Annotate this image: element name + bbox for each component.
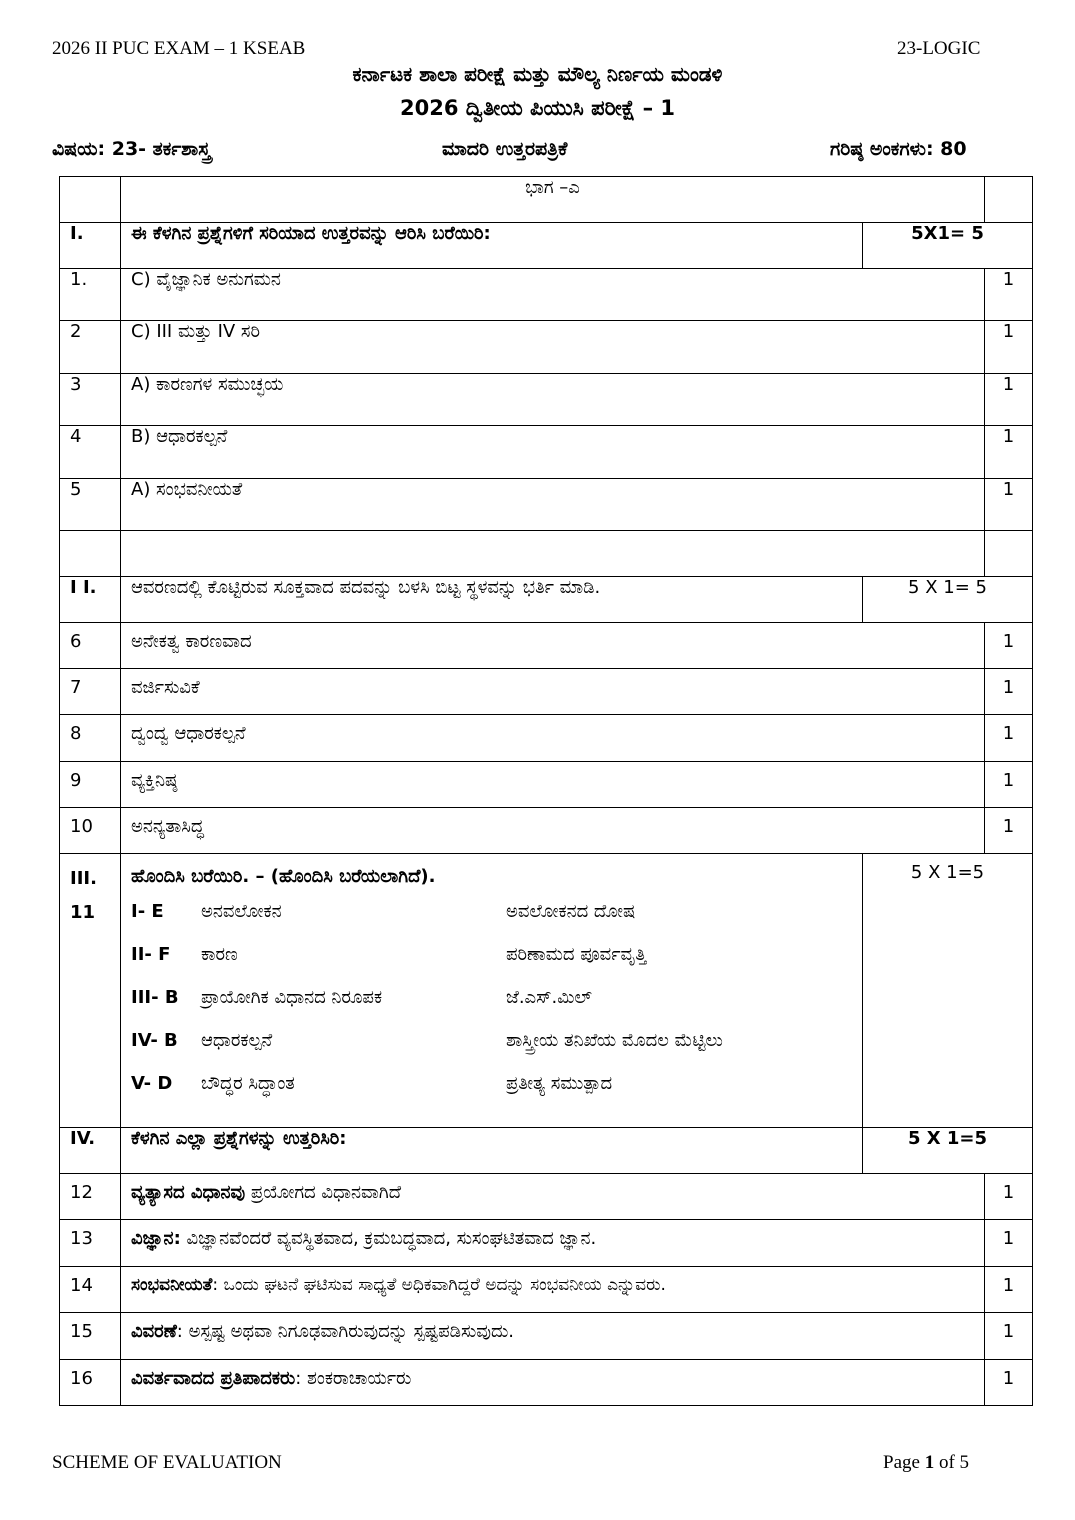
table-row: [60, 1360, 1033, 1406]
answer-mark: 1: [985, 269, 1033, 321]
subject-label: ವಿಷಯ: 23- ತರ್ಕಶಾಸ್ತ್ರ: [52, 138, 211, 160]
header-exam-label: 2026 II PUC EXAM – 1 KSEAB: [52, 38, 306, 59]
question-number: 12: [60, 1174, 121, 1220]
answer-mark: 1: [985, 715, 1033, 762]
section-number: IV.: [60, 1128, 121, 1174]
header-subject-code: 23-LOGIC: [897, 38, 981, 59]
question-number: 9: [60, 762, 121, 808]
doc-type-label: ಮಾದರಿ ಉತ್ತರಪತ್ರಿಕೆ: [442, 138, 568, 160]
match-right: ಜೆ.ಎಸ್.ಮಿಲ್: [506, 987, 592, 1008]
answer-text: : ಶಂಕರಾಚಾರ್ಯರು: [295, 1368, 412, 1389]
answer-term: ಸಂಭವನೀಯತೆ: [131, 1275, 213, 1295]
match-left: ಪ್ರಾಯೋಗಿಕ ವಿಧಾನದ ನಿರೂಪಕ: [201, 987, 383, 1008]
match-left: ಆಧಾರಕಲ್ಪನೆ: [201, 1030, 273, 1051]
answer-text: C) ವೈಜ್ಞಾನಿಕ ಅನುಗಮನ: [121, 269, 985, 321]
answer-term: ವ್ಯತ್ಯಾಸದ ವಿಧಾನವು: [131, 1182, 246, 1203]
table-row: [60, 762, 1033, 808]
section-instruction: ಹೊಂದಿಸಿ ಬರೆಯಿರಿ. – (ಹೊಂದಿಸಿ ಬರೆಯಲಾಗಿದೆ).: [131, 866, 436, 887]
table-row: [60, 1313, 1033, 1360]
answer-mark: 1: [985, 1360, 1033, 1406]
answer-text: ಅನೇಕತ್ವ ಕಾರಣವಾದ: [121, 623, 985, 669]
question-number: 11: [70, 902, 96, 923]
answer-text: B) ಆಧಾರಕಲ್ಪನೆ: [121, 426, 985, 479]
page-suffix: of 5: [934, 1452, 970, 1473]
section-header-row: [60, 1128, 1033, 1174]
answer-text: : ಅಸ್ಪಷ್ಟ ಅಥವಾ ನಿಗೂಢವಾಗಿರುವುದನ್ನು ಸ್ಪಷ್ಟಪಡಿಸುವುದು.: [176, 1321, 515, 1342]
page-number: [883, 1452, 969, 1474]
match-key: IV- B: [131, 1030, 178, 1051]
match-left: ಕಾರಣ: [201, 944, 238, 965]
match-pair: [131, 936, 852, 973]
question-number: 6: [60, 623, 121, 669]
table-row: [60, 321, 1033, 374]
match-left: ಬೌದ್ಧರ ಸಿದ್ಧಾಂತ: [201, 1073, 295, 1094]
question-number: 1.: [60, 269, 121, 321]
question-number: 16: [60, 1360, 121, 1406]
match-right: ಪ್ರತೀತ್ಯ ಸಮುತ್ಪಾದ: [506, 1073, 613, 1094]
table-row: [60, 1220, 1033, 1267]
table-row: [60, 669, 1033, 715]
answer-text: : ಒಂದು ಘಟನೆ ಘಟಿಸುವ ಸಾಧ್ಯತೆ ಅಧಿಕವಾಗಿದ್ದರೆ ಅದನ್ನು ಸಂಭವನೀಯ ಎನ್ನುವರು.: [212, 1275, 666, 1295]
part-title: ಭಾಗ –ಎ: [121, 177, 985, 223]
match-right: ಶಾಸ್ತ್ರೀಯ ತನಿಖೆಯ ಮೊದಲ ಮೆಟ್ಟಿಲು: [506, 1030, 723, 1051]
section-marks: 5 X 1= 5: [863, 577, 1033, 623]
section-number: I.: [60, 223, 121, 269]
section-marks: 5X1= 5: [863, 223, 1033, 269]
answer-text: ದ್ವಂದ್ವ ಆಧಾರಕಲ್ಪನೆ: [121, 715, 985, 762]
match-right: ಪರಿಣಾಮದ ಪೂರ್ವವೃತ್ತಿ: [506, 944, 647, 965]
section-header-row: [60, 223, 1033, 269]
answer-mark: 1: [985, 426, 1033, 479]
section-number: I I.: [60, 577, 121, 623]
question-number: 4: [60, 426, 121, 479]
match-pair: [131, 1065, 852, 1102]
answer-term: ವಿಜ್ಞಾನ:: [131, 1228, 181, 1249]
question-number: 7: [60, 669, 121, 715]
match-key: III- B: [131, 987, 179, 1008]
answer-mark: 1: [985, 623, 1033, 669]
answer-mark: 1: [985, 762, 1033, 808]
answer-mark: 1: [985, 1220, 1033, 1267]
answer-term: ವಿವರ್ತವಾದದ ಪ್ರತಿಪಾದಕರು: [131, 1368, 296, 1389]
match-section-row: [60, 854, 1033, 1128]
table-row: [60, 715, 1033, 762]
answer-text: C) III ಮತ್ತು IV ಸರಿ: [121, 321, 985, 374]
answer-mark: 1: [985, 1174, 1033, 1220]
answer-term: ವಿವರಣೆ: [131, 1321, 177, 1342]
question-number: 10: [60, 808, 121, 854]
section-instruction: ಈ ಕೆಳಗಿನ ಪ್ರಶ್ನೆಗಳಿಗೆ ಸರಿಯಾದ ಉತ್ತರವನ್ನು ಆರಿಸಿ ಬರೆಯಿರಿ:: [121, 223, 863, 269]
subject-row: [52, 138, 1012, 160]
match-key: V- D: [131, 1073, 173, 1094]
answer-mark: 1: [985, 1313, 1033, 1360]
answer-mark: 1: [985, 321, 1033, 374]
section-instruction: ಕೆಳಗಿನ ಎಲ್ಲಾ ಪ್ರಶ್ನೆಗಳನ್ನು ಉತ್ತರಿಸಿರಿ:: [121, 1128, 863, 1174]
table-row: [60, 623, 1033, 669]
question-number: 14: [60, 1267, 121, 1313]
table-row: [60, 1174, 1033, 1220]
match-key: II- F: [131, 944, 171, 965]
answer-text: ವ್ಯಕ್ತಿನಿಷ್ಠ: [121, 762, 985, 808]
exam-title: 2026 ದ್ವಿತೀಯ ಪಿಯುಸಿ ಪರೀಕ್ಷೆ – 1: [399, 96, 676, 120]
answer-text: ವಿಜ್ಞಾನವೆಂದರೆ ವ್ಯವಸ್ಥಿತವಾದ, ಕ್ರಮಬದ್ಧವಾದ, ಸುಸಂಘಟಿತವಾದ ಜ್ಞಾನ.: [180, 1228, 597, 1249]
max-marks-label: ಗರಿಷ್ಠ ಅಂಕಗಳು: 80: [830, 138, 967, 160]
answer-text: ಪ್ರಯೋಗದ ವಿಧಾನವಾಗಿದೆ: [245, 1182, 402, 1203]
page-current: 1: [924, 1452, 935, 1473]
match-key: I- E: [131, 901, 164, 922]
page-prefix: Page: [883, 1452, 925, 1473]
match-pair: [131, 1022, 852, 1059]
table-row: [60, 1267, 1033, 1313]
answer-mark: 1: [985, 808, 1033, 854]
spacer-row: [60, 531, 1033, 577]
answer-mark: 1: [985, 669, 1033, 715]
answer-text: ವರ್ಜಿಸುವಿಕೆ: [121, 669, 985, 715]
table-row: [60, 269, 1033, 321]
question-number: 5: [60, 479, 121, 531]
question-number: 3: [60, 374, 121, 426]
section-header-row: [60, 577, 1033, 623]
answer-text: A) ಕಾರಣಗಳ ಸಮುಚ್ಛಯ: [121, 374, 985, 426]
section-marks: 5 X 1=5: [863, 1128, 1033, 1174]
table-row: [60, 426, 1033, 479]
answer-text: A) ಸಂಭವನೀಯತೆ: [121, 479, 985, 531]
question-number: 2: [60, 321, 121, 374]
section-instruction: ಆವರಣದಲ್ಲಿ ಕೊಟ್ಟಿರುವ ಸೂಕ್ತವಾದ ಪದವನ್ನು ಬಳಸಿ ಬಿಟ್ಟ ಸ್ಥಳವನ್ನು ಭರ್ತಿ ಮಾಡಿ.: [121, 577, 863, 623]
footer-title: SCHEME OF EVALUATION: [52, 1452, 282, 1473]
board-title: ಕರ್ನಾಟಕ ಶಾಲಾ ಪರೀಕ್ಷೆ ಮತ್ತು ಮೌಲ್ಯ ನಿರ್ಣಯ ಮಂಡಳಿ: [352, 62, 723, 86]
table-row: [60, 479, 1033, 531]
answer-mark: 1: [985, 1267, 1033, 1313]
match-pair: [131, 893, 852, 930]
table-row: [60, 374, 1033, 426]
part-heading-row: [60, 177, 1033, 223]
question-number: 13: [60, 1220, 121, 1267]
question-number: 8: [60, 715, 121, 762]
answer-mark: 1: [985, 374, 1033, 426]
answer-mark: 1: [985, 479, 1033, 531]
table-row: [60, 808, 1033, 854]
answer-table: [59, 176, 1033, 1406]
section-marks: 5 X 1=5: [863, 854, 1033, 1128]
answer-text: ಅನನ್ಯತಾಸಿದ್ಧ: [121, 808, 985, 854]
question-number: 15: [60, 1313, 121, 1360]
match-right: ಅವಲೋಕನದ ದೋಷ: [506, 901, 636, 922]
match-pair: [131, 979, 852, 1016]
match-left: ಅನವಲೋಕನ: [201, 901, 282, 922]
section-number: III.: [70, 868, 97, 889]
